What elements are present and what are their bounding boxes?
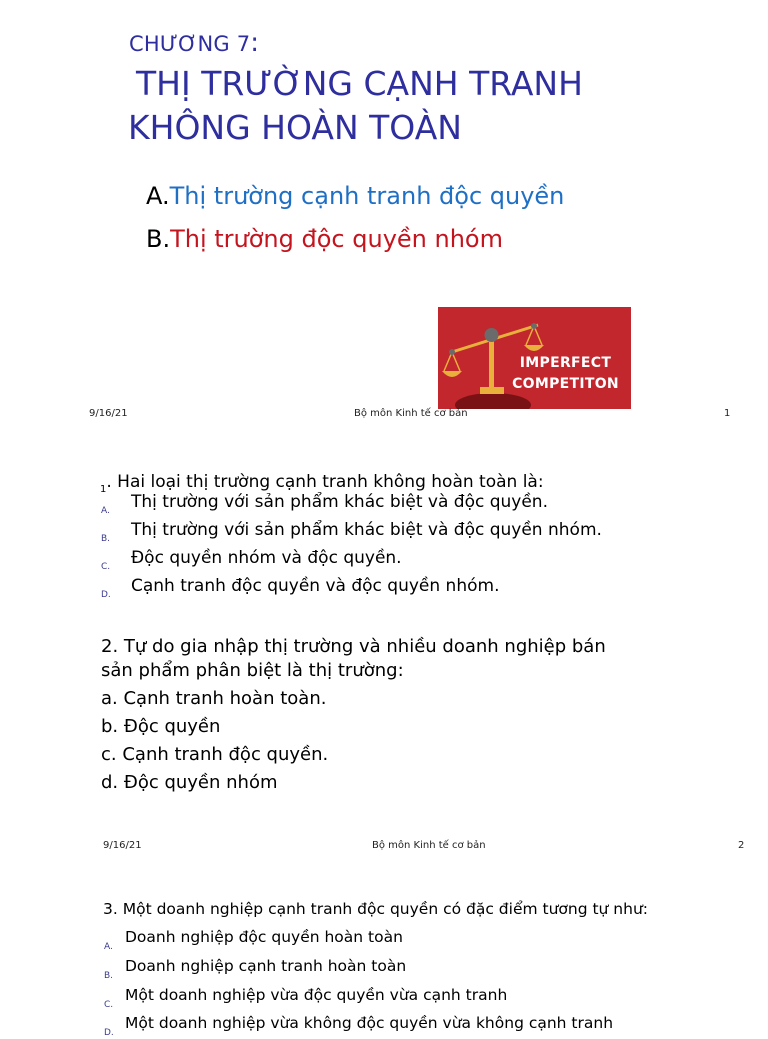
- chapter-label: CHƯƠNG 7:: [129, 28, 260, 58]
- section-b-text: Thị trường độc quyền nhóm: [170, 225, 503, 253]
- option-letter: A.: [101, 506, 110, 516]
- q2-option-d: d. Độc quyền nhóm: [101, 772, 278, 793]
- title-line-2: KHÔNG HOÀN TOÀN: [128, 108, 462, 147]
- q2-option-b: b. Độc quyền: [101, 716, 221, 737]
- option-letter: D.: [104, 1028, 114, 1038]
- q2-option-c: c. Cạnh tranh độc quyền.: [101, 744, 329, 765]
- question-1-text: . Hai loại thị trường cạnh tranh không hoàn toàn là:: [106, 472, 544, 492]
- q1-option-c: [101, 548, 402, 573]
- option-letter: B.: [101, 534, 111, 544]
- footer-date: 9/16/21: [103, 840, 142, 851]
- footer-date: 9/16/21: [89, 408, 128, 419]
- section-a-letter: A.: [146, 182, 170, 210]
- footer-page-number: 1: [724, 408, 731, 419]
- option-text: Doanh nghiệp cạnh tranh hoàn toàn: [125, 957, 407, 975]
- q3-option-a: [104, 928, 403, 953]
- option-text: Một doanh nghiệp vừa độc quyền vừa cạnh tranh: [125, 986, 508, 1004]
- option-letter: D.: [101, 590, 111, 600]
- question-1-number: 1: [100, 484, 107, 495]
- badge-text-line-1: IMPERFECT: [519, 355, 612, 371]
- question-1: [100, 472, 544, 495]
- q1-option-a: [101, 492, 548, 517]
- option-text: Cạnh tranh độc quyền và độc quyền nhóm.: [131, 576, 500, 596]
- section-b-letter: B.: [146, 225, 171, 253]
- option-text: Một doanh nghiệp vừa không độc quyền vừa không cạnh tranh: [125, 1014, 614, 1032]
- q3-option-d: [104, 1014, 614, 1039]
- footer-department: Bộ môn Kinh tế cơ bản: [372, 840, 486, 851]
- option-text: Thị trường với sản phẩm khác biệt và độc quyền nhóm.: [131, 520, 602, 540]
- option-text: Doanh nghiệp độc quyền hoàn toàn: [125, 928, 403, 946]
- imperfect-competition-badge: [438, 307, 631, 409]
- question-2-line-1: 2. Tự do gia nhập thị trường và nhiều doanh nghiệp bán: [101, 636, 606, 657]
- option-text: Độc quyền nhóm và độc quyền.: [131, 548, 402, 568]
- option-letter: C.: [101, 562, 111, 572]
- q1-option-b: [101, 520, 602, 545]
- option-text: Thị trường với sản phẩm khác biệt và độc quyền.: [131, 492, 548, 512]
- q3-option-c: [104, 986, 508, 1011]
- option-letter: C.: [104, 1000, 114, 1010]
- option-letter: A.: [104, 942, 113, 952]
- badge-text-line-2: COMPETITON: [512, 376, 619, 392]
- section-a-text: Thị trường cạnh tranh độc quyền: [169, 182, 565, 210]
- section-a: [146, 182, 564, 210]
- q3-option-b: [104, 957, 407, 982]
- q2-option-a: a. Cạnh tranh hoàn toàn.: [101, 688, 327, 709]
- title-line-1: THỊ TRƯỜNG CẠNH TRANH: [136, 64, 583, 103]
- footer-department: Bộ môn Kinh tế cơ bản: [354, 408, 468, 419]
- question-3: 3. Một doanh nghiệp cạnh tranh độc quyền có đặc điểm tương tự như:: [103, 900, 648, 918]
- q1-option-d: [101, 576, 500, 601]
- footer-page-number: 2: [738, 840, 745, 851]
- option-letter: B.: [104, 971, 114, 981]
- question-2-line-2: sản phẩm phân biệt là thị trường:: [101, 660, 404, 681]
- slide-title: [128, 62, 583, 150]
- section-b: [146, 225, 503, 253]
